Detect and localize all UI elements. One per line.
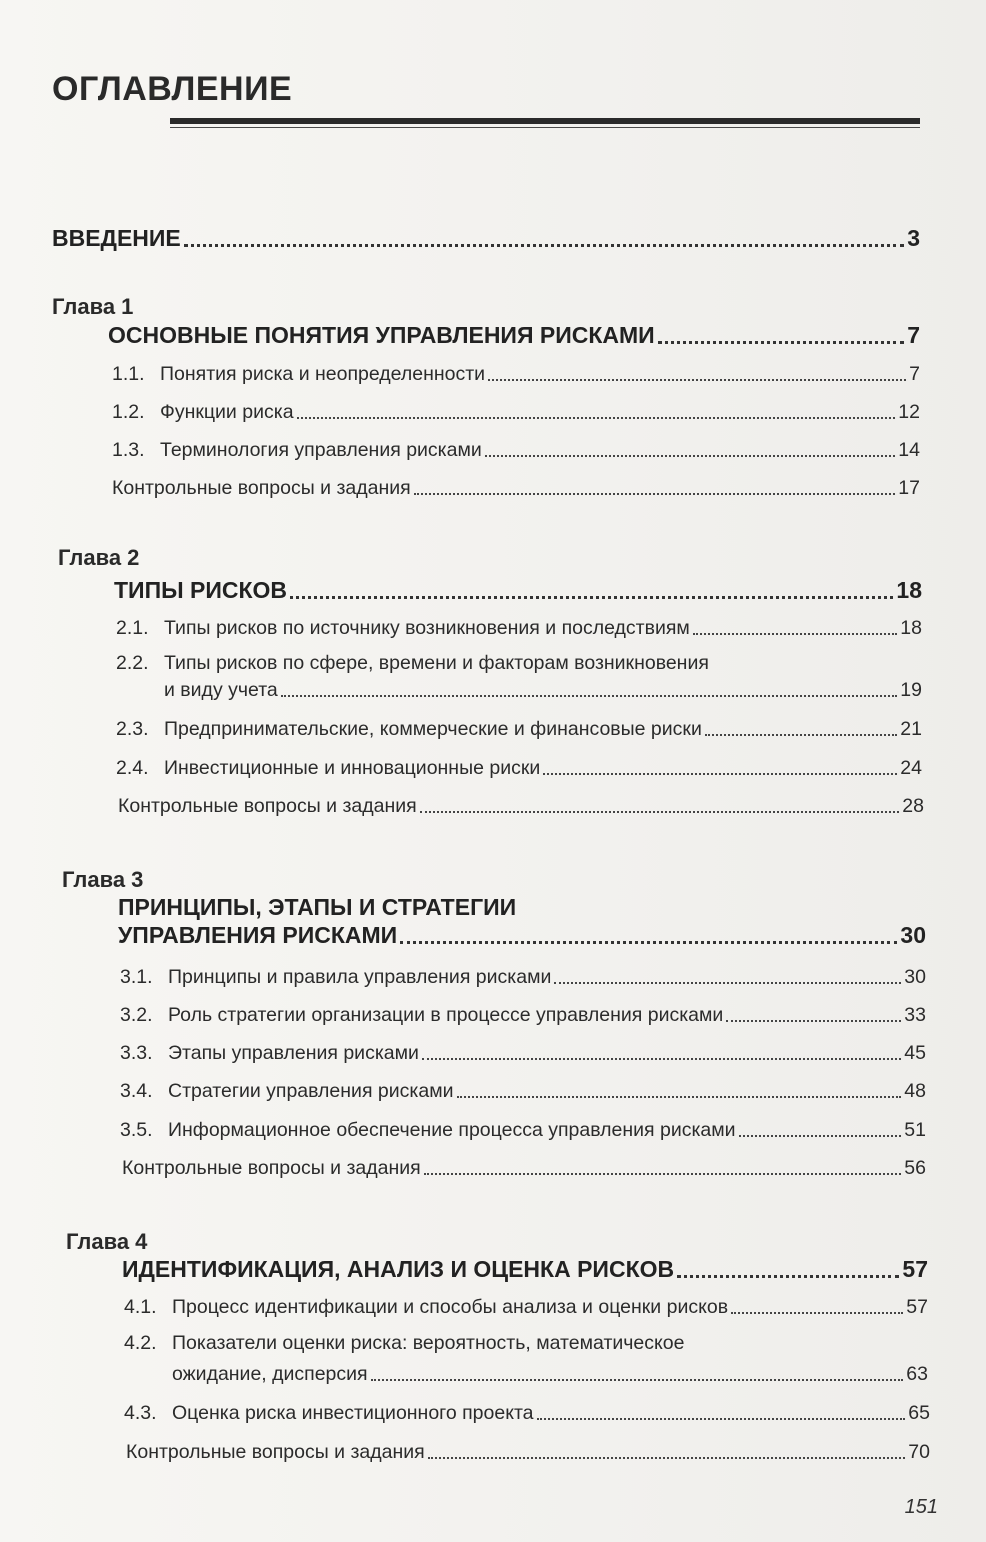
leader-dots: [414, 491, 896, 495]
section-page: 7: [909, 363, 920, 385]
leader-dots: [281, 693, 898, 697]
section-number: 4.2.: [124, 1332, 157, 1354]
section-number: 1.1.: [112, 363, 145, 385]
section-page: 45: [904, 1042, 926, 1064]
section-number: 3.2.: [120, 1004, 153, 1026]
section-page: 30: [904, 966, 926, 988]
chapter-3-title-line1[interactable]: ПРИНЦИПЫ, ЭТАПЫ И СТРАТЕГИИ: [118, 894, 517, 920]
title-rule: [170, 118, 920, 124]
section-title: Контрольные вопросы и задания: [122, 1157, 421, 1179]
section-number: 1.2.: [112, 401, 145, 423]
section-title: Контрольные вопросы и задания: [112, 477, 411, 499]
leader-dots: [184, 242, 904, 247]
section-number: 2.1.: [116, 617, 149, 639]
toc-section[interactable]: [120, 1004, 926, 1027]
section-title: Принципы и правила управления рисками: [168, 966, 552, 988]
intro-title: ВВЕДЕНИЕ: [52, 225, 181, 251]
toc-chapter-4[interactable]: [122, 1256, 928, 1283]
section-page: 24: [900, 757, 922, 779]
toc-section[interactable]: [112, 439, 920, 462]
leader-dots: [290, 594, 893, 599]
toc-review-questions[interactable]: [126, 1441, 930, 1464]
section-page: 56: [904, 1157, 926, 1179]
section-title: Роль стратегии организации в процессе управления рисками: [168, 1004, 724, 1026]
section-page: 17: [898, 477, 920, 499]
chapter-3-label: Глава 3: [62, 867, 144, 892]
toc-review-questions[interactable]: [112, 477, 920, 500]
toc-section[interactable]: [124, 1402, 930, 1425]
toc-section-multiline[interactable]: [124, 1332, 684, 1355]
section-number: 2.2.: [116, 652, 149, 674]
section-title-line2: ожидание, дисперсия: [172, 1363, 368, 1385]
toc-section[interactable]: [120, 1080, 926, 1103]
section-title-line2: и виду учета: [164, 679, 278, 701]
chapter-2-page: 18: [896, 577, 922, 603]
chapter-1-label: Глава 1: [52, 294, 134, 319]
leader-dots: [693, 631, 897, 635]
chapter-2-title: ТИПЫ РИСКОВ: [114, 577, 288, 603]
section-title: Функции риска: [160, 401, 294, 423]
section-title: Информационное обеспечение процесса управления рисками: [168, 1119, 736, 1141]
section-number: 2.3.: [116, 718, 149, 740]
section-number: 4.1.: [124, 1296, 157, 1318]
section-title: Терминология управления рисками: [160, 439, 482, 461]
section-page: 21: [900, 718, 922, 740]
section-page: 63: [906, 1363, 928, 1385]
toc-intro[interactable]: [52, 225, 920, 252]
section-title: Контрольные вопросы и задания: [118, 795, 417, 817]
chapter-4-page: 57: [902, 1256, 928, 1282]
toc-section[interactable]: [116, 617, 922, 640]
leader-dots: [543, 771, 897, 775]
section-number: 3.5.: [120, 1119, 153, 1141]
toc-section-multiline[interactable]: [116, 652, 709, 675]
toc-chapter-1[interactable]: [108, 322, 920, 349]
title-rule-thin: [170, 127, 920, 128]
toc-section[interactable]: [116, 757, 922, 780]
toc-chapter-3[interactable]: [118, 922, 926, 949]
section-title: Процесс идентификации и способы анализа и оценки рисков: [172, 1296, 729, 1318]
section-page: 48: [904, 1080, 926, 1102]
section-page: 70: [908, 1441, 930, 1463]
section-title: Оценка риска инвестиционного проекта: [172, 1402, 534, 1424]
section-title: Этапы управления рисками: [168, 1042, 419, 1064]
leader-dots: [537, 1416, 906, 1420]
toc-review-questions[interactable]: [118, 795, 924, 818]
section-page: 12: [898, 401, 920, 423]
leader-dots: [424, 1171, 902, 1175]
leader-dots: [488, 377, 906, 381]
section-title: Предпринимательские, коммерческие и финансовые риски: [164, 718, 702, 740]
toc-section[interactable]: [120, 1119, 926, 1142]
section-number: 3.4.: [120, 1080, 153, 1102]
section-title: Понятия риска и неопределенности: [160, 363, 486, 385]
toc-section-continuation[interactable]: [172, 1363, 928, 1386]
toc-section-continuation[interactable]: [164, 679, 922, 702]
leader-dots: [457, 1094, 902, 1098]
toc-section[interactable]: [120, 1042, 926, 1065]
leader-dots: [297, 415, 896, 419]
chapter-1-page: 7: [907, 322, 920, 348]
section-page: 57: [906, 1296, 928, 1318]
section-page: 33: [904, 1004, 926, 1026]
section-number: 3.1.: [120, 966, 153, 988]
leader-dots: [739, 1133, 902, 1137]
section-number: 1.3.: [112, 439, 145, 461]
toc-section[interactable]: [112, 401, 920, 424]
leader-dots: [658, 339, 905, 344]
section-title: Стратегии управления рисками: [168, 1080, 454, 1102]
chapter-3-title-line2: УПРАВЛЕНИЯ РИСКАМИ: [118, 922, 398, 948]
leader-dots: [554, 980, 901, 984]
leader-dots: [422, 1056, 901, 1060]
leader-dots: [420, 809, 900, 813]
toc-section[interactable]: [112, 363, 920, 386]
section-title: Контрольные вопросы и задания: [126, 1441, 425, 1463]
section-number: 3.3.: [120, 1042, 153, 1064]
section-title-line1: Типы рисков по сфере, времени и факторам возникновения: [164, 652, 709, 674]
leader-dots: [400, 939, 897, 944]
intro-page: 3: [907, 225, 920, 251]
toc-review-questions[interactable]: [122, 1157, 926, 1180]
section-page: 65: [908, 1402, 930, 1424]
page-number: 151: [904, 1496, 938, 1518]
section-number: 4.3.: [124, 1402, 157, 1424]
section-title: Инвестиционные и инновационные риски: [164, 757, 541, 779]
section-title-line1: Показатели оценки риска: вероятность, математическое: [172, 1332, 685, 1354]
leader-dots: [371, 1377, 904, 1381]
toc-chapter-2[interactable]: [114, 577, 922, 604]
section-page: 19: [900, 679, 922, 701]
leader-dots: [726, 1018, 901, 1022]
leader-dots: [731, 1310, 903, 1314]
leader-dots: [428, 1455, 906, 1459]
section-page: 51: [904, 1119, 926, 1141]
section-title: Типы рисков по источнику возникновения и последствиям: [164, 617, 690, 639]
chapter-2-label: Глава 2: [58, 545, 140, 570]
section-page: 18: [900, 617, 922, 639]
chapter-1-title: ОСНОВНЫЕ ПОНЯТИЯ УПРАВЛЕНИЯ РИСКАМИ: [108, 322, 655, 348]
section-number: 2.4.: [116, 757, 149, 779]
section-page: 28: [902, 795, 924, 817]
section-page: 14: [898, 439, 920, 461]
toc-section[interactable]: [124, 1296, 928, 1319]
toc-section[interactable]: [120, 966, 926, 989]
chapter-4-title: ИДЕНТИФИКАЦИЯ, АНАЛИЗ И ОЦЕНКА РИСКОВ: [122, 1256, 675, 1282]
toc-section[interactable]: [116, 718, 922, 741]
leader-dots: [485, 453, 896, 457]
chapter-4-label: Глава 4: [66, 1229, 148, 1254]
leader-dots: [677, 1273, 899, 1278]
leader-dots: [705, 732, 897, 736]
toc-title: ОГЛАВЛЕНИЕ: [52, 70, 293, 108]
chapter-3-page: 30: [900, 922, 926, 948]
